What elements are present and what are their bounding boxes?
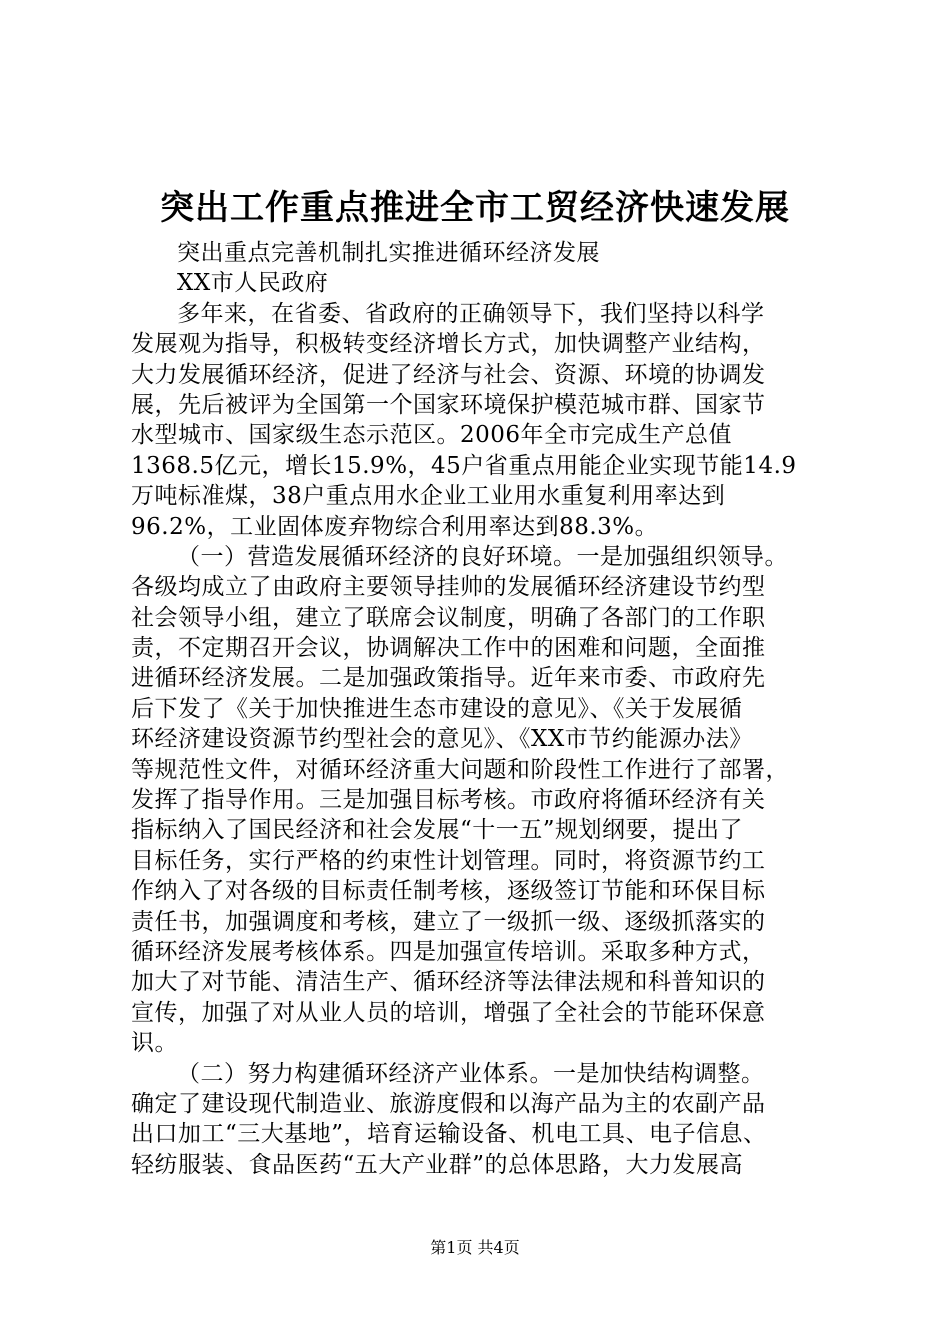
page-footer: 第1页 共4页 <box>430 1238 520 1257</box>
paragraph-line: 加大了对节能、清洁生产、循环经济等法律法规和科普知识的 <box>131 969 766 996</box>
paragraph-line: 后下发了《关于加快推进生态市建设的意见》、《关于发展循 <box>131 695 743 722</box>
paragraph-line: 轻纺服装、食品医药“五大产业群”的总体思路，大力发展高 <box>131 1151 744 1178</box>
document-body <box>131 238 831 1180</box>
paragraph-line: （二）努力构建循环经济产业体系。一是加快结构调整。 <box>177 1060 765 1087</box>
paragraph-line: 确定了建设现代制造业、旅游度假和以海产品为主的农副产品 <box>131 1090 766 1117</box>
paragraph-line: 目标任务，实行严格的约束性计划管理。同时，将资源节约工 <box>131 847 766 874</box>
paragraph-line: 万吨标准煤，38户重点用水企业工业用水重复利用率达到 <box>131 483 726 510</box>
paragraph-line: 作纳入了对各级的目标责任制考核，逐级签订节能和环保目标 <box>131 878 766 905</box>
paragraph-line: （一）营造发展循环经济的良好环境。一是加强组织领导。 <box>177 543 788 570</box>
paragraph-line: 大力发展循环经济，促进了经济与社会、资源、环境的协调发 <box>131 361 766 388</box>
author-line: XX市人民政府 <box>177 270 329 297</box>
paragraph-line: 责任书，加强调度和考核，建立了一级抓一级、逐级抓落实的 <box>131 908 766 935</box>
paragraph-line: 水型城市、国家级生态示范区。2006年全市完成生产总值 <box>131 422 733 449</box>
paragraph-line: 多年来，在省委、省政府的正确领导下，我们坚持以科学 <box>177 300 765 327</box>
paragraph-line: 宣传，加强了对从业人员的培训，增强了全社会的节能环保意 <box>131 999 766 1026</box>
paragraph-line: 环经济建设资源节约型社会的意见》、《XX市节约能源办法》 <box>131 726 753 753</box>
paragraph-line: 进循环经济发展。二是加强政策指导。近年来市委、市政府先 <box>131 665 766 692</box>
paragraph-line: 社会领导小组，建立了联席会议制度，明确了各部门的工作职 <box>131 604 766 631</box>
paragraph-line: 出口加工“三大基地”，培育运输设备、机电工具、电子信息、 <box>131 1121 767 1148</box>
paragraph-line: 96.2%，工业固体废弃物综合利用率达到88.3%。 <box>131 513 659 540</box>
subtitle-line: 突出重点完善机制扎实推进循环经济发展 <box>177 240 600 266</box>
paragraph-line: 识。 <box>131 1030 178 1057</box>
paragraph-line: 循环经济发展考核体系。四是加强宣传培训。采取多种方式， <box>131 938 766 965</box>
paragraph-line: 指标纳入了国民经济和社会发展“十一五”规划纲要，提出了 <box>131 817 744 844</box>
paragraph-line: 等规范性文件，对循环经济重大问题和阶段性工作进行了部署， <box>131 756 789 783</box>
paragraph-line: 展，先后被评为全国第一个国家环境保护模范城市群、国家节 <box>131 391 766 418</box>
document-title: 突出工作重点推进全市工贸经济快速发展 <box>160 188 790 228</box>
paragraph-line: 发挥了指导作用。三是加强目标考核。市政府将循环经济有关 <box>131 787 766 814</box>
paragraph-line: 1368.5亿元，增长15.9%，45户省重点用能企业实现节能14.9 <box>131 452 797 479</box>
paragraph-line: 发展观为指导，积极转变经济增长方式，加快调整产业结构， <box>131 331 766 358</box>
paragraph-line: 责，不定期召开会议，协调解决工作中的困难和问题，全面推 <box>131 635 766 662</box>
paragraph-line: 各级均成立了由政府主要领导挂帅的发展循环经济建设节约型 <box>131 574 766 601</box>
